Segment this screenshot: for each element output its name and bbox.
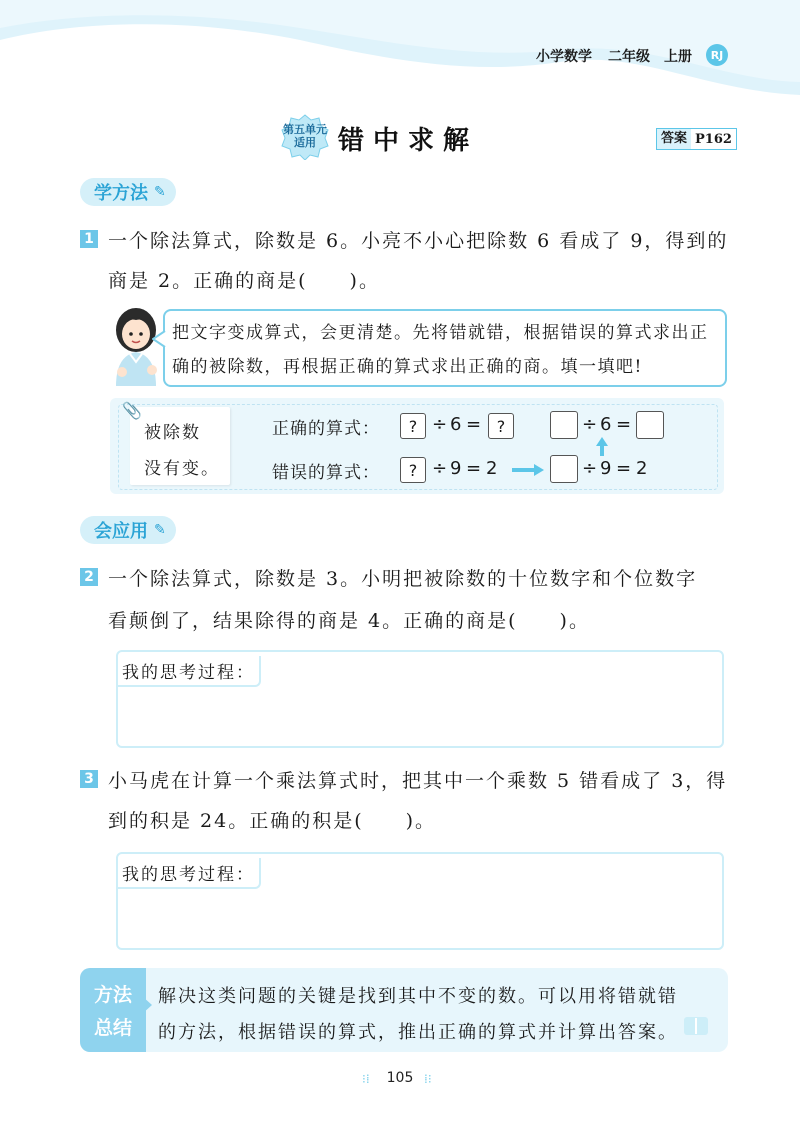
section-learn-method-label: 学方法: [94, 183, 148, 204]
summary-tag-line2: 总结: [93, 1017, 132, 1039]
paperclip-icon: 📎: [122, 401, 142, 420]
q3-line2: 到的积是 24。正确的积是( )。: [108, 810, 437, 832]
page-deco-left-icon: ⁝⁞: [362, 1072, 370, 1086]
page-title: 错中求解: [338, 126, 479, 156]
edition-badge: RJ: [706, 44, 728, 66]
q3-line1: 小马虎在计算一个乘法算式时，把其中一个乘数 5 错看成了 3，得: [108, 770, 728, 792]
bubble-tail-icon: [152, 330, 166, 348]
summary-tag: [80, 968, 146, 1052]
arrow-up-icon: [594, 436, 610, 458]
correct-quotient-box[interactable]: [636, 411, 664, 439]
answer-label: 答案: [657, 129, 691, 149]
header-volume: 上册: [664, 49, 692, 65]
correct-divisor: 6: [600, 414, 612, 435]
question-number-1: 1: [80, 230, 98, 248]
unit-badge-line1: 第五单元: [283, 123, 327, 136]
q2-line1: 一个除法算式，除数是 3。小明把被除数的十位数字和个位数字: [108, 568, 698, 590]
equals-sign: =: [616, 414, 632, 435]
section-apply-label: 会应用: [94, 521, 148, 542]
arrow-right-icon: [510, 462, 546, 478]
answer-reference: [656, 128, 737, 150]
equals-sign: =: [616, 458, 632, 479]
summary-line1: 解决这类问题的关键是找到其中不变的数。可以用将错就错: [158, 986, 678, 1007]
question-number-3: 3: [80, 770, 98, 788]
tip-line2: 确的被除数，再根据正确的算式求出正确的商。填一填吧!: [172, 357, 643, 377]
correct-equation-label: 正确的算式：: [272, 419, 380, 439]
correct-dividend-hint: ?: [400, 413, 426, 439]
summary-line2: 的方法，根据错误的算式，推出正确的算式并计算出答案。: [158, 1022, 678, 1043]
wrong-quotient: 2: [636, 458, 648, 479]
header-subject: 小学数学: [536, 49, 592, 65]
note-line1: 被除数: [144, 423, 201, 443]
wrong-dividend-box[interactable]: [550, 455, 578, 483]
summary-tag-line1: 方法: [93, 984, 132, 1006]
header-grade: 二年级: [608, 49, 650, 65]
q2-thinking-label: 我的思考过程：: [118, 656, 261, 687]
pin-icon: ✎: [154, 522, 166, 538]
unit-badge-line2: 适用: [294, 136, 316, 149]
wrong-quotient: 2: [486, 458, 498, 479]
page-number: 105: [386, 1070, 414, 1086]
wrong-divisor: 9: [450, 458, 462, 479]
note-line2: 没有变。: [144, 459, 220, 479]
section-apply: [80, 516, 176, 544]
page-deco-right-icon: ⁞⁝: [424, 1072, 432, 1086]
equals-sign: =: [466, 458, 482, 479]
wrong-divisor: 9: [600, 458, 612, 479]
q2-line2: 看颠倒了，结果除得的商是 4。正确的商是( )。: [108, 610, 590, 632]
question-number-2: 2: [80, 568, 98, 586]
wrong-dividend-hint: ?: [400, 457, 426, 483]
decor-book-icon: [682, 1014, 710, 1038]
divide-sign: ÷: [432, 458, 448, 479]
q1-line2: 商是 2。正确的商是( )。: [108, 270, 380, 292]
correct-divisor: 6: [450, 414, 462, 435]
divide-sign: ÷: [582, 458, 598, 479]
divide-sign: ÷: [582, 414, 598, 435]
q3-thinking-label: 我的思考过程：: [118, 858, 261, 889]
correct-dividend-box[interactable]: [550, 411, 578, 439]
correct-quotient-hint: ?: [488, 413, 514, 439]
tip-line1: 把文字变成算式，会更清楚。先将错就错，根据错误的算式求出正: [172, 323, 709, 343]
q1-line1: 一个除法算式，除数是 6。小亮不小心把除数 6 看成了 9，得到的: [108, 230, 729, 252]
summary-tag-pointer-icon: [142, 996, 152, 1014]
pin-icon: ✎: [154, 184, 166, 200]
section-learn-method: [80, 178, 176, 206]
unit-badge-label: [280, 123, 330, 149]
wrong-equation-label: 错误的算式：: [272, 463, 380, 483]
equals-sign: =: [466, 414, 482, 435]
divide-sign: ÷: [432, 414, 448, 435]
answer-page: P162: [695, 131, 732, 147]
